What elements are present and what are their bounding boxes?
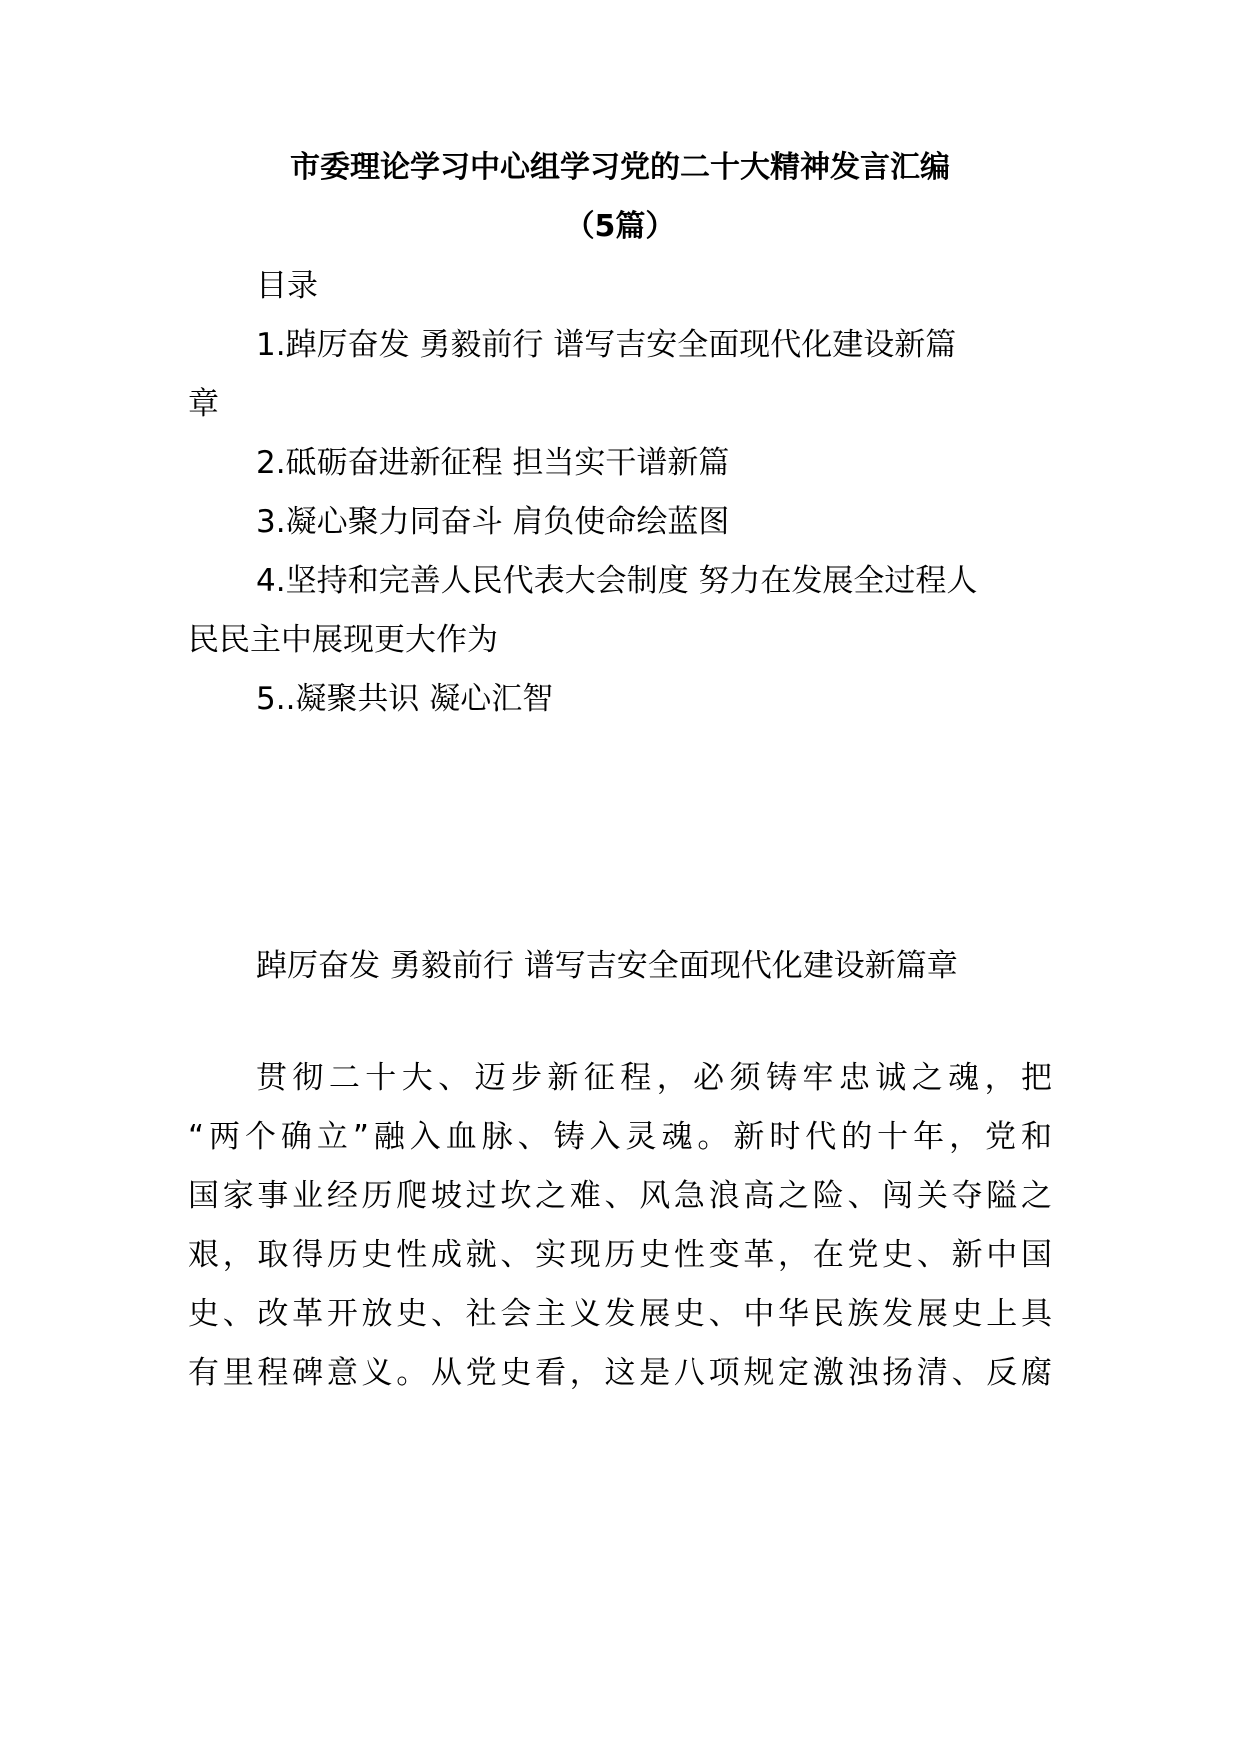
toc-item-4: 4.坚持和完善人民代表大会制度 努力在发展全过程人 — [256, 563, 978, 599]
toc-item-5: 5..凝聚共识 凝心汇智 — [256, 681, 554, 717]
body-line-6: 有里程碑意义。从党史看，这是八项规定激浊扬清、反腐 — [188, 1355, 1052, 1391]
document-title: 市委理论学习中心组学习党的二十大精神发言汇编 — [290, 150, 950, 185]
toc-item-2: 2.砥砺奋进新征程 担当实干谱新篇 — [256, 445, 730, 481]
body-line-1: 贯彻二十大、迈步新征程，必须铸牢忠诚之魂，把 — [256, 1060, 1052, 1096]
toc-heading: 目录 — [256, 268, 318, 304]
toc-item-4-continued: 民民主中展现更大作为 — [188, 622, 498, 658]
body-line-3: 国家事业经历爬坡过坎之难、风急浪高之险、闯关夺隘之 — [188, 1178, 1052, 1214]
toc-item-1: 1.踔厉奋发 勇毅前行 谱写吉安全面现代化建设新篇 — [256, 327, 957, 363]
toc-item-3: 3.凝心聚力同奋斗 肩负使命绘蓝图 — [256, 504, 730, 540]
section-heading: 踔厉奋发 勇毅前行 谱写吉安全面现代化建设新篇章 — [256, 948, 958, 984]
body-line-5: 史、改革开放史、社会主义发展史、中华民族发展史上具 — [188, 1296, 1052, 1332]
document-subtitle: （5篇） — [564, 209, 676, 244]
toc-item-1-continued: 章 — [188, 386, 219, 422]
body-line-2: “两个确立”融入血脉、铸入灵魂。新时代的十年，党和 — [188, 1119, 1052, 1155]
body-line-4: 艰，取得历史性成就、实现历史性变革，在党史、新中国 — [188, 1237, 1052, 1273]
